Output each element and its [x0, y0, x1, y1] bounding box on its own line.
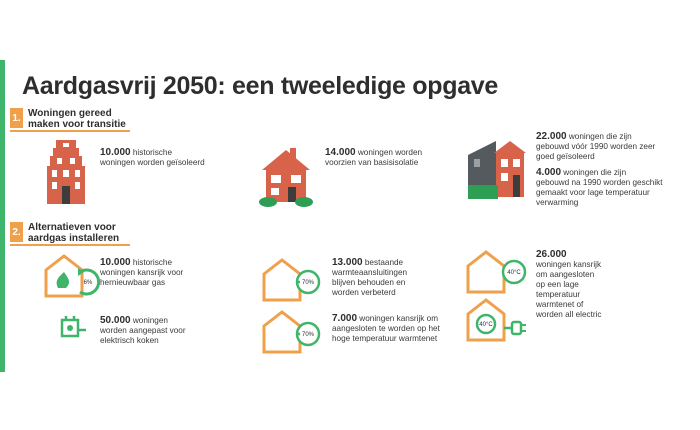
- s2-item-1-text: 10.000 historische woningen kansrijk voor hernieuwbaar gas: [100, 257, 184, 287]
- electric-cooking-icon: [56, 314, 88, 342]
- s1-item-2-text: 14.000 woningen worden voorzien van basisisolatie: [325, 147, 423, 167]
- s1-item-3-text: 22.000 woningen die zijn gebouwd vóór 1990 worden zeer goed geïsoleerd: [536, 131, 656, 161]
- modern-houses-icon: [466, 135, 528, 203]
- section-1-number: 1.: [10, 108, 23, 128]
- s2-item-4-text: 50.000 woningen worden aangepast voor elektrisch koken: [100, 315, 186, 345]
- low-temp-network-house-icon: [466, 250, 528, 294]
- s1-item-4-text: 4.000 woningen die zijn gebouwd na 1990 worden geschikt gemaakt voor lage temperatuur verwarming: [536, 167, 663, 207]
- page-title: Aardgasvrij 2050: een tweeledige opgave: [22, 72, 499, 100]
- heat-connection-house-icon: [262, 258, 322, 302]
- high-temp-network-house-icon: [262, 310, 322, 354]
- section-1-title: Woningen gereed maken voor transitie: [28, 108, 126, 130]
- section-2-title: Alternatieven voor aardgas installeren: [28, 222, 120, 244]
- left-accent-bar: [0, 60, 5, 372]
- family-house-icon: [256, 142, 316, 208]
- renewable-gas-house-icon: [44, 254, 100, 298]
- s2-item-1-badge: 6%: [83, 280, 93, 286]
- s2-item-5-text: 7.000 woningen kansrijk om aangesloten te worden op het hoge temperatuur warmtenet: [332, 313, 440, 343]
- section-1-underline: [10, 130, 130, 132]
- s2-item-3-badge: 40°C: [507, 270, 521, 276]
- section-1-header: [10, 108, 138, 130]
- s2-item-5-badge: 70%: [301, 332, 315, 338]
- s2-item-2-badge: 70%: [301, 280, 315, 286]
- section-2-header: [10, 222, 138, 244]
- s1-item-1-text: 10.000 historische woningen worden geïsoleerd: [100, 147, 205, 167]
- section-2-underline: [10, 244, 130, 246]
- s2-item-3-badge-2: 40°C: [479, 322, 493, 328]
- section-2-number: 2.: [10, 222, 23, 242]
- s2-item-2-text: 13.000 bestaande warmteaansluitingen blijven behouden en worden verbeterd: [332, 257, 408, 297]
- s2-item-3-text: 26.000 woningen kansrijk om aangesloten op een lage temperatuur warmtenet of worden all electric: [536, 249, 602, 319]
- all-electric-house-icon: [466, 298, 528, 342]
- historic-house-icon: [44, 138, 88, 204]
